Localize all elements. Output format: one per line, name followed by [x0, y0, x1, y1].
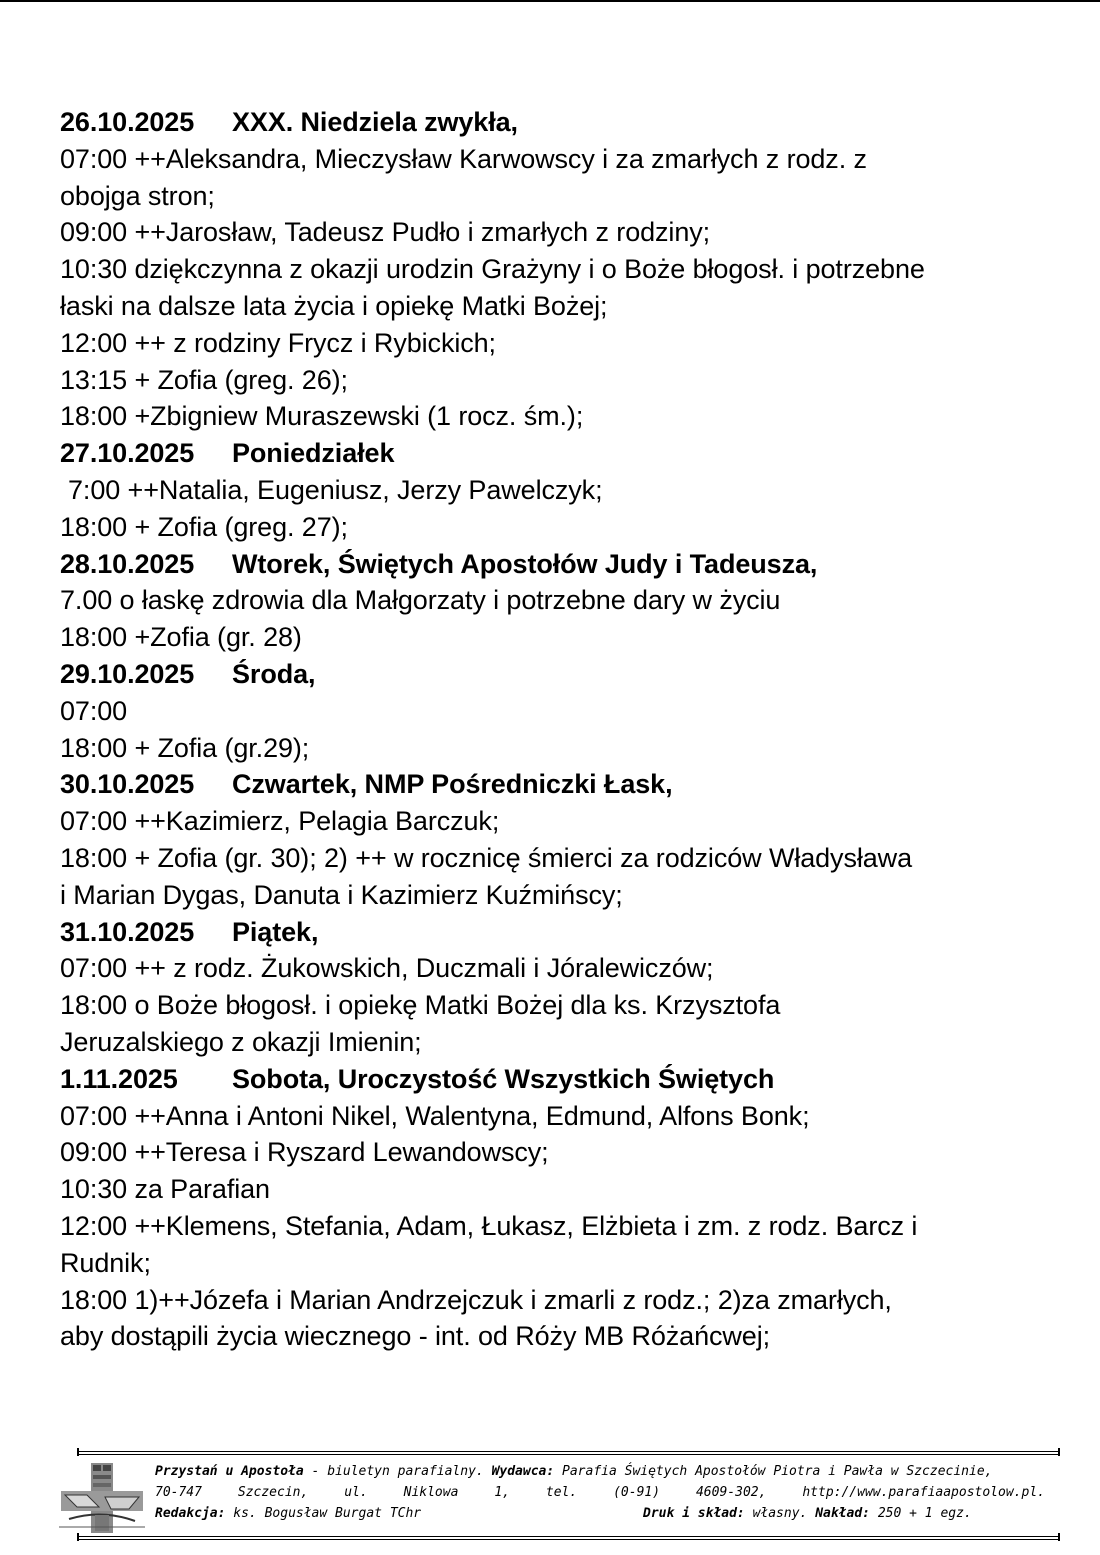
day-date: 31.10.2025: [60, 916, 195, 947]
mass-intention-line: 10:30 dziękczynna z okazji urodzin Grażyny i o Boże błogosł. i potrzebne: [60, 254, 925, 285]
address-part: http://www.parafiaapostolow.pl.: [802, 1485, 1045, 1500]
footer-rule: [77, 1454, 1060, 1455]
circulation-value: 250 + 1 egz.: [870, 1506, 972, 1521]
mass-intention-line: 18:00 + Zofia (gr.29);: [60, 732, 310, 763]
mass-intention-line: 7:00 ++Natalia, Eugeniusz, Jerzy Pawelczyk;: [68, 474, 603, 505]
footer-address-line: [155, 1482, 1045, 1503]
day-title: Wtorek, Świętych Apostołów Judy i Tadeusza,: [232, 548, 818, 579]
mass-intention-line: 07:00: [60, 695, 128, 726]
print-value: własny.: [744, 1506, 816, 1521]
day-title: Sobota, Uroczystość Wszystkich Świętych: [232, 1063, 775, 1094]
publisher-label: Wydawca:: [491, 1464, 555, 1479]
address-part: 70-747: [155, 1485, 202, 1500]
address-part: Szczecin,: [237, 1485, 309, 1500]
rule-end-mark: [1058, 1448, 1060, 1456]
mass-intention-line: 12:00 ++ z rodziny Frycz i Rybickich;: [60, 327, 496, 358]
mass-intention-line: 18:00 +Zbigniew Muraszewski (1 rocz. śm.);: [60, 401, 584, 432]
day-heading: [60, 914, 1080, 951]
footer-rule: [77, 1536, 1060, 1537]
day-title: XXX. Niedziela zwykła,: [232, 107, 518, 137]
day-heading: [60, 766, 1080, 803]
mass-intention-line: 18:00 +Zofia (gr. 28): [60, 622, 302, 653]
day-date: 1.11.2025: [60, 1063, 178, 1094]
day-title: Środa,: [232, 658, 316, 689]
mass-intention-line: 18:00 o Boże błogosł. i opiekę Matki Bożej dla ks. Krzysztofa: [60, 990, 781, 1021]
bulletin-description: - biuletyn parafialny.: [303, 1464, 492, 1479]
editor-name: ks. Bogusław Burgat TChr: [225, 1506, 422, 1521]
day-date: 26.10.2025: [60, 107, 195, 137]
day-date: 28.10.2025: [60, 548, 195, 579]
mass-intention-line: Jeruzalskiego z okazji Imienin;: [60, 1026, 422, 1057]
day-heading: [60, 1061, 1080, 1098]
day-date: 29.10.2025: [60, 658, 195, 689]
day-title: Poniedziałek: [232, 438, 395, 469]
print-label: Druk i skład:: [643, 1506, 745, 1521]
mass-intention-line: 18:00 + Zofia (gr. 30); 2) ++ w rocznicę śmierci za rodziców Władysława: [60, 842, 912, 873]
mass-intention-line: 18:00 + Zofia (greg. 27);: [60, 511, 348, 542]
day-heading: [60, 104, 1080, 141]
mass-intention-line: 07:00 ++Kazimierz, Pelagia Barczuk;: [60, 806, 500, 837]
mass-intention-line: 09:00 ++Teresa i Ryszard Lewandowscy;: [60, 1137, 549, 1168]
day-date: 30.10.2025: [60, 769, 195, 800]
mass-intention-line: i Marian Dygas, Danuta i Kazimierz Kuźmińscy;: [60, 879, 623, 910]
mass-intention-line: 07:00 ++Aleksandra, Mieczysław Karwowscy i za zmarłych z rodz. z: [60, 143, 867, 174]
footer-text: [155, 1461, 1045, 1524]
address-part: tel.: [545, 1485, 578, 1500]
bulletin-footer: [55, 1447, 1060, 1547]
day-heading: [60, 656, 1080, 693]
rule-end-mark: [77, 1448, 79, 1456]
mass-intention-line: Rudnik;: [60, 1247, 151, 1278]
print-info: [643, 1503, 972, 1524]
day-heading: [60, 546, 1080, 583]
mass-intention-line: łaski na dalsze lata życia i opiekę Matki Bożej;: [60, 290, 608, 321]
mass-intention-line: 07:00 ++ z rodz. Żukowskich, Duczmali i Jóralewiczów;: [60, 953, 714, 984]
mass-intention-line: aby dostąpili życia wiecznego - int. od Róży MB Różańcwej;: [60, 1321, 771, 1352]
mass-intention-line: 09:00 ++Jarosław, Tadeusz Pudło i zmarłych z rodziny;: [60, 217, 711, 248]
address-part: Niklowa: [403, 1485, 459, 1500]
mass-schedule: [60, 104, 1080, 1355]
mass-intention-line: obojga stron;: [60, 180, 215, 211]
footer-rule: [77, 1539, 1060, 1540]
parish-logo-icon: [59, 1461, 145, 1535]
day-date: 27.10.2025: [60, 438, 195, 469]
address-part: (0-91): [613, 1485, 661, 1500]
editor-label: Redakcja:: [155, 1506, 226, 1521]
address-part: ul.: [344, 1485, 368, 1500]
address-part: 1,: [494, 1485, 510, 1500]
mass-intention-line: 18:00 1)++Józefa i Marian Andrzejczuk i zmarli z rodz.; 2)za zmarłych,: [60, 1284, 892, 1315]
mass-intention-line: 07:00 ++Anna i Antoni Nikel, Walentyna, Edmund, Alfons Bonk;: [60, 1100, 810, 1131]
footer-line-3: [155, 1503, 1045, 1524]
day-title: Czwartek, NMP Pośredniczki Łask,: [232, 769, 673, 800]
top-border: [0, 0, 1100, 2]
day-heading: [60, 435, 1080, 472]
address-part: 4609-302,: [695, 1485, 767, 1500]
day-title: Piątek,: [232, 916, 319, 947]
mass-intention-line: 7.00 o łaskę zdrowia dla Małgorzaty i potrzebne dary w życiu: [60, 585, 781, 616]
mass-intention-line: 10:30 za Parafian: [60, 1174, 270, 1205]
rule-end-mark: [1058, 1533, 1060, 1541]
circulation-label: Nakład:: [815, 1506, 870, 1521]
mass-intention-line: 13:15 + Zofia (greg. 26);: [60, 364, 348, 395]
mass-intention-line: 12:00 ++Klemens, Stefania, Adam, Łukasz, Elżbieta i zm. z rodz. Barcz i: [60, 1210, 918, 1241]
publisher-name: Parafia Świętych Apostołów Piotra i Pawła w Szczecinie,: [554, 1464, 993, 1479]
bulletin-name: Przystań u Apostoła: [155, 1464, 304, 1479]
footer-rule: [77, 1451, 1060, 1452]
footer-line-1: [155, 1461, 1045, 1482]
